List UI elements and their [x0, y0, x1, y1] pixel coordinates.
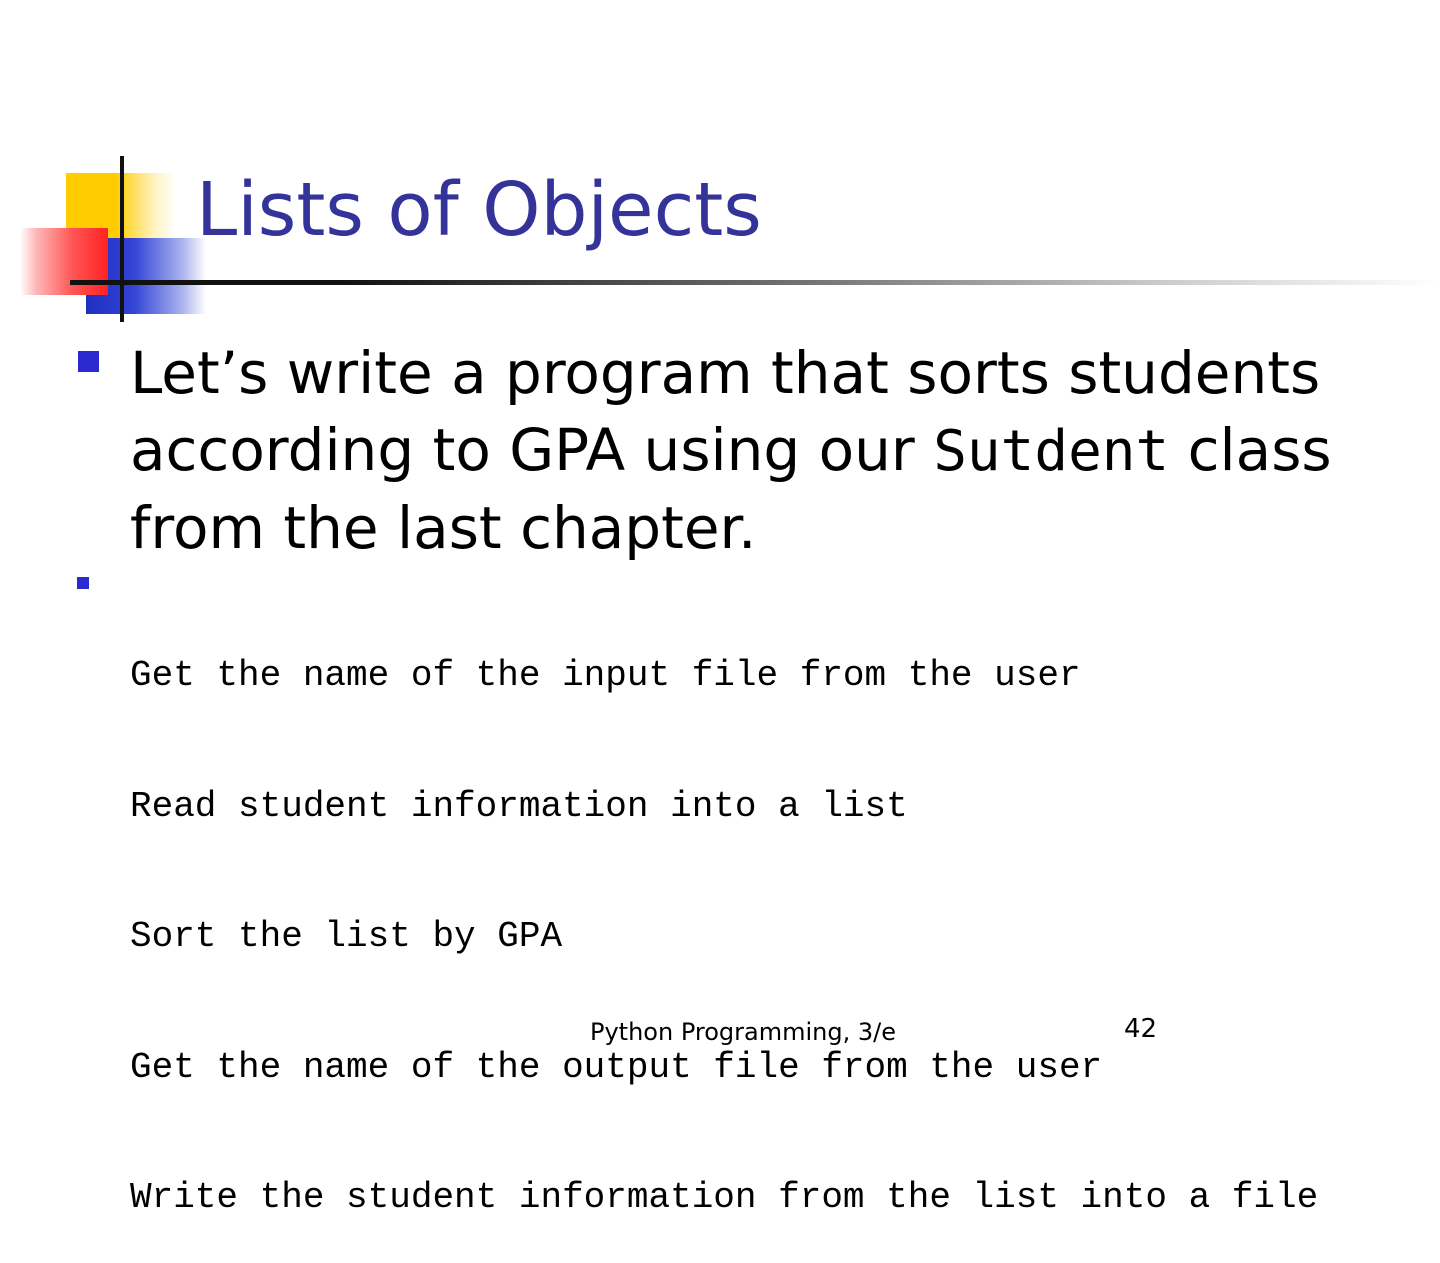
code-line: Get the name of the input file from the user — [130, 655, 1081, 696]
bullet-square-icon — [78, 351, 99, 372]
bullet-item-1 — [130, 335, 1390, 567]
footer-text: Python Programming, 3/e — [590, 1018, 896, 1046]
code-line: Get the name of the output file from the user — [130, 1046, 1103, 1088]
code-line: Write the student information from the list into a file — [130, 1177, 1319, 1218]
bullet-square-icon — [77, 577, 89, 589]
slide-title: Lists of Objects — [196, 167, 762, 253]
bullet-text-after: class from the last chapter. — [130, 416, 1332, 562]
bullet-text-before: Let’s write a program that sorts students according to GPA using our — [130, 339, 1321, 484]
page-number: 42 — [1124, 1014, 1158, 1044]
pseudocode-block — [130, 567, 1318, 1263]
code-line: Sort the list by GPA — [130, 916, 563, 957]
code-line: Read student information into a list — [130, 785, 908, 827]
vertical-rule-decoration — [120, 156, 124, 322]
bullet-inline-code: Sutdent — [933, 419, 1170, 484]
title-underline-rule — [70, 280, 1440, 285]
